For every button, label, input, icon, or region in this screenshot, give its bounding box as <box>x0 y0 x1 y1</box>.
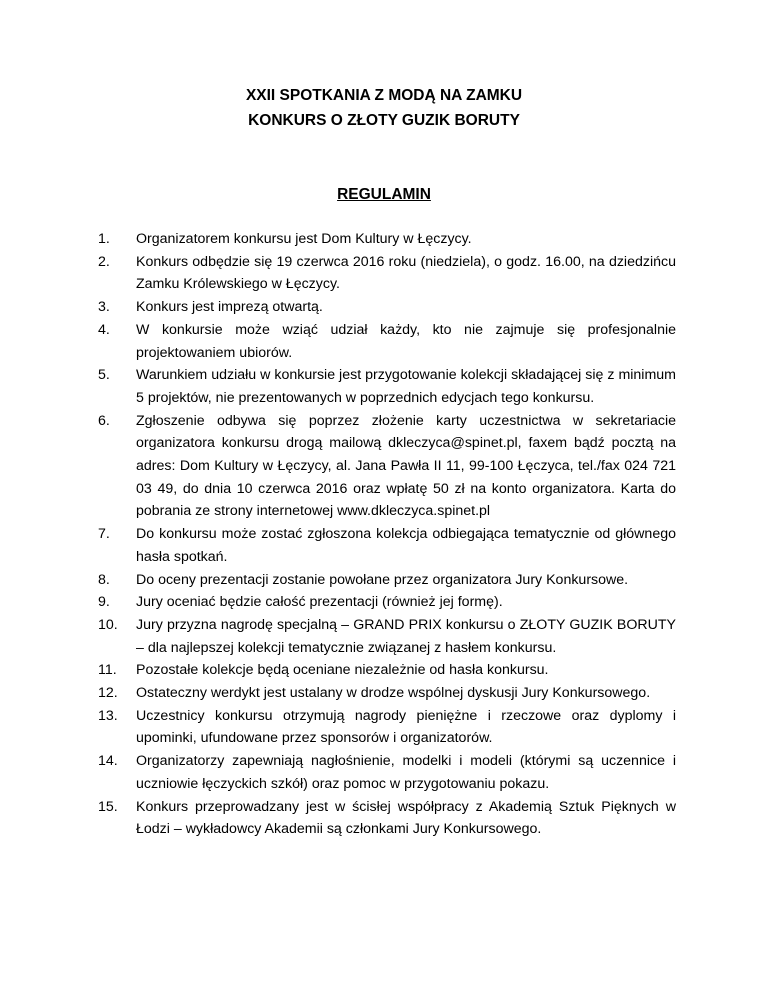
rule-number: 6. <box>98 412 110 429</box>
rule-text: Do oceny prezentacji zostanie powołane przez organizatora Jury Konkursowe. <box>136 571 629 588</box>
rule-number: 8. <box>98 571 110 588</box>
rule-item <box>98 682 676 705</box>
title-line-2: KONKURS O ZŁOTY GUZIK BORUTY <box>248 112 520 129</box>
rule-number: 1. <box>98 231 110 247</box>
rule-text: Organizatorzy zapewniają nagłośnienie, modelki i modeli (którymi są uczennice i uczniowie łęczyckich szkół) oraz pomoc w przygotowaniu pokazu. <box>136 753 676 792</box>
rule-item <box>98 296 676 319</box>
rule-number: 7. <box>98 526 110 543</box>
rule-text: Konkurs jest imprezą otwartą. <box>136 299 323 316</box>
rule-number: 2. <box>98 253 110 270</box>
rule-number: 14. <box>98 753 118 770</box>
rule-item <box>98 523 676 568</box>
rule-text: Do konkursu może zostać zgłoszona kolekcja odbiegająca tematycznie od głównego hasła spotkań. <box>136 526 676 565</box>
rules-list <box>98 228 676 841</box>
rule-item <box>98 750 676 795</box>
document-title <box>0 83 768 133</box>
rule-text: Zgłoszenie odbywa się poprzez złożenie karty uczestnictwa w sekretariacie organizatora konkursu drogą mailową dkleczyca@spinet.pl, faxem bądź pocztą na adres: Dom Kultury w Łęczycy, al. Jana Pawła II 11, 99-100 Łęczyca, tel./fax 024 721 03 49, do dnia 10 czerwca 2016 oraz wpłatę 50 zł na konto organizatora. Karta do pobrania ze strony internetowej www.dkleczyca.spinet.pl <box>136 412 676 520</box>
section-heading: REGULAMIN <box>337 186 431 203</box>
rule-text: Uczestnicy konkursu otrzymują nagrody pieniężne i rzeczowe oraz dyplomy i upominki, ufundowane przez sponsorów i organizatorów. <box>136 707 676 747</box>
rule-item <box>98 228 676 251</box>
rule-text: Pozostałe kolekcje będą oceniane niezależnie od hasła konkursu. <box>136 662 549 679</box>
rule-number: 9. <box>98 594 110 611</box>
rule-text: Ostateczny werdykt jest ustalany w drodze wspólnej dyskusji Jury Konkursowego. <box>136 685 651 702</box>
rule-number: 15. <box>98 798 118 815</box>
rule-number: 3. <box>98 299 110 316</box>
rule-item <box>98 796 676 841</box>
rule-item <box>98 614 676 659</box>
rule-number: 11. <box>98 662 117 679</box>
rule-number: 10. <box>98 616 118 633</box>
rule-text: Jury oceniać będzie całość prezentacji (również jej formę). <box>136 594 503 611</box>
rule-item <box>98 319 676 364</box>
rule-text: W konkursie może wziąć udział każdy, kto nie zajmuje się profesjonalnie projektowaniem ubiorów. <box>136 321 676 361</box>
rule-item <box>98 705 676 750</box>
rule-item <box>98 410 676 524</box>
rule-item <box>98 569 676 592</box>
rule-text: Organizatorem konkursu jest Dom Kultury w Łęczycy. <box>136 231 472 247</box>
rule-text: Konkurs odbędzie się 19 czerwca 2016 roku (niedziela), o godz. 16.00, na dziedzińcu Zamku Królewskiego w Łęczycy. <box>136 253 676 293</box>
title-line-1: XXII SPOTKANIA Z MODĄ NA ZAMKU <box>245 87 523 104</box>
rule-text: Warunkiem udziału w konkursie jest przygotowanie kolekcji składającej się z minimum 5 projektów, nie prezentowanych w poprzednich edycjach tego konkursu. <box>136 367 676 406</box>
rule-text: Konkurs przeprowadzany jest w ścisłej współpracy z Akademią Sztuk Pięknych w Łodzi – wykładowcy Akademii są członkami Jury Konkursowego. <box>136 798 676 838</box>
rule-item <box>98 251 676 296</box>
rule-number: 5. <box>98 367 110 384</box>
rule-item <box>98 364 676 409</box>
rule-text: Jury przyzna nagrodę specjalną – GRAND PRIX konkursu o ZŁOTY GUZIK BORUTY – dla najlepszej kolekcji tematycznie związanej z hasłem konkursu. <box>136 616 676 656</box>
rule-item <box>98 591 676 614</box>
rule-item <box>98 659 676 682</box>
rule-number: 13. <box>98 707 118 724</box>
rule-number: 4. <box>98 321 110 338</box>
rule-number: 12. <box>98 685 118 702</box>
